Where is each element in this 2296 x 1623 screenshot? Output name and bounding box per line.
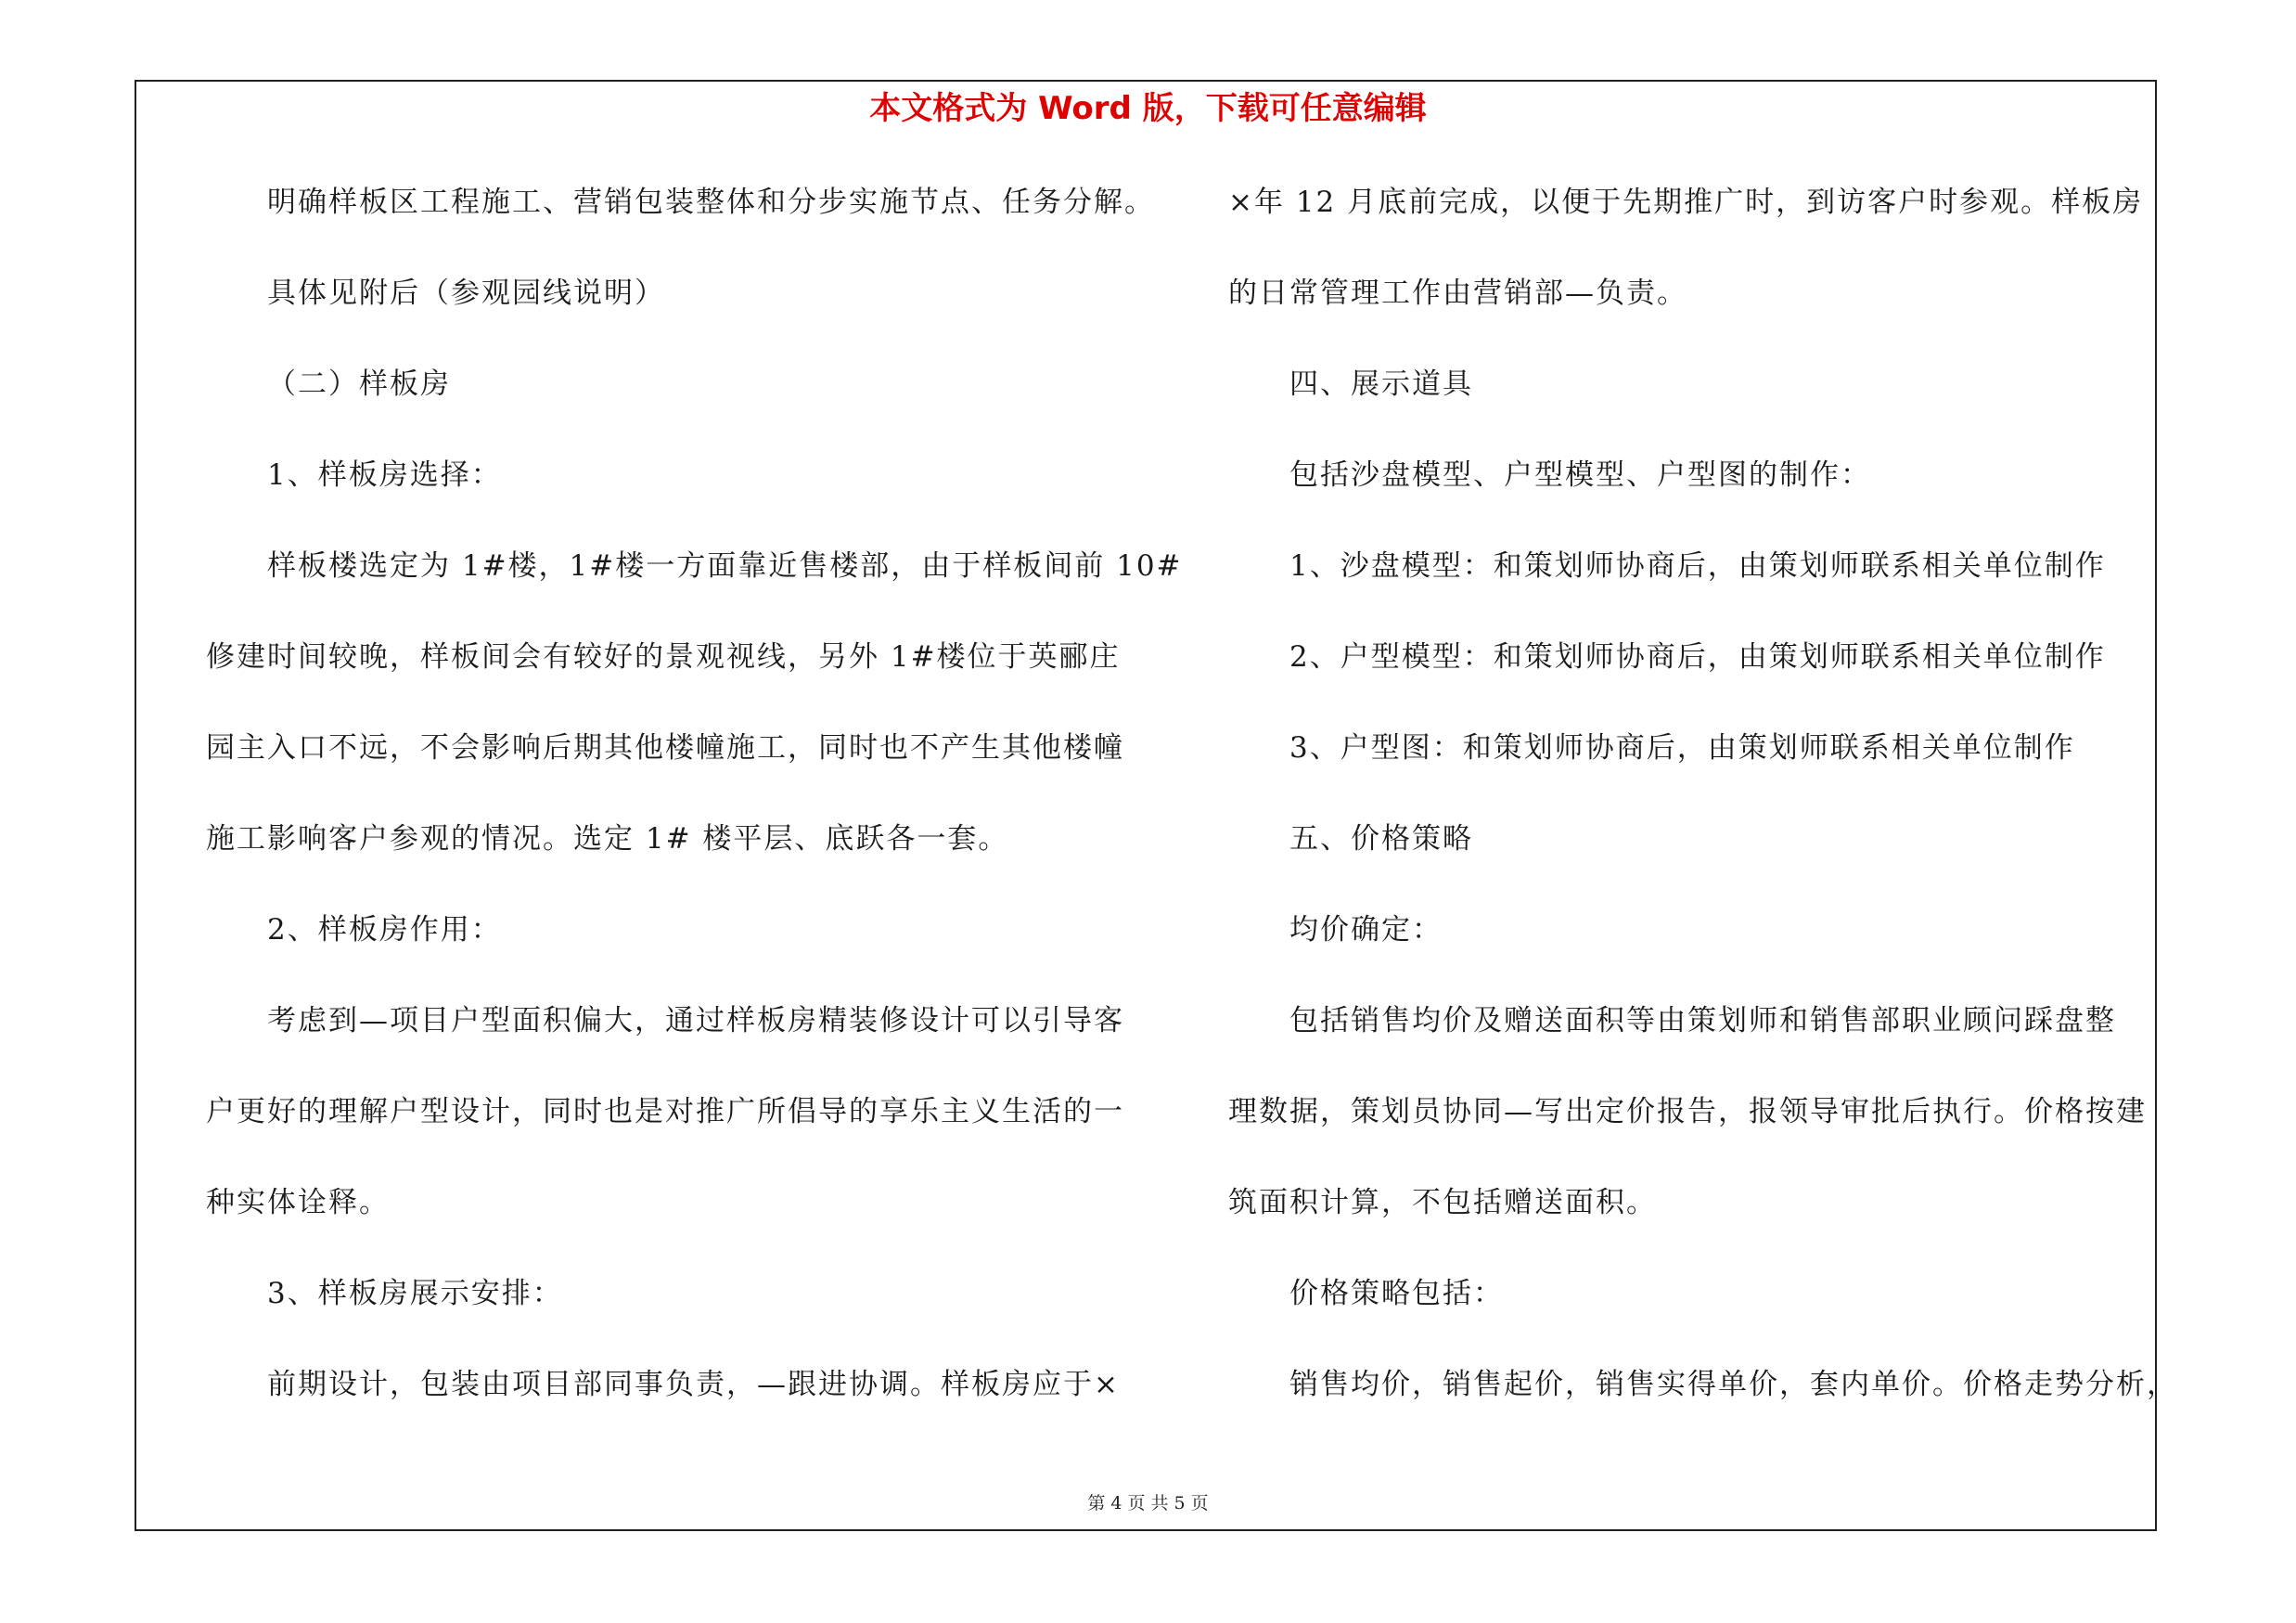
paragraph-line: 前期设计，包装由项目部同事负责，—跟进协调。样板房应于× xyxy=(267,1368,1120,1401)
paragraph-line: 包括沙盘模型、户型模型、户型图的制作： xyxy=(1289,458,1871,492)
subsection-heading: 价格策略包括： xyxy=(1289,1277,1504,1310)
subsection-heading: 1、样板房选择： xyxy=(267,458,502,492)
paragraph-line: 修建时间较晚，样板间会有较好的景观视线，另外 1#楼位于英郦庄 xyxy=(206,640,1121,674)
paragraph-line: 理数据，策划员协同—写出定价报告，报领导审批后执行。价格按建 xyxy=(1228,1095,2147,1128)
paragraph-line: 筑面积计算，不包括赠送面积。 xyxy=(1228,1186,1657,1219)
paragraph-line: 销售均价，销售起价，销售实得单价，套内单价。价格走势分析， xyxy=(1289,1368,2177,1401)
section-heading: 四、展示道具 xyxy=(1289,367,1473,401)
paragraph-line: 包括销售均价及赠送面积等由策划师和销售部职业顾问踩盘整 xyxy=(1289,1004,2116,1037)
list-item: 3、户型图：和策划师协商后，由策划师联系相关单位制作 xyxy=(1289,731,2075,765)
section-heading: （二）样板房 xyxy=(267,367,451,401)
paragraph-line: 施工影响客户参观的情况。选定 1# 楼平层、底跃各一套。 xyxy=(206,822,1009,856)
subsection-heading: 2、样板房作用： xyxy=(267,913,502,947)
list-item: 2、户型模型：和策划师协商后，由策划师联系相关单位制作 xyxy=(1289,640,2106,674)
list-item: 1、沙盘模型：和策划师协商后，由策划师联系相关单位制作 xyxy=(1289,549,2106,583)
paragraph-line: 种实体诠释。 xyxy=(206,1186,390,1219)
paragraph-line: 具体见附后（参观园线说明） xyxy=(267,277,665,310)
paragraph-line: 考虑到—项目户型面积偏大，通过样板房精装修设计可以引导客 xyxy=(267,1004,1124,1037)
subsection-heading: 3、样板房展示安排： xyxy=(267,1277,563,1310)
paragraph-line: 明确样板区工程施工、营销包装整体和分步实施节点、任务分解。 xyxy=(267,186,1155,219)
paragraph-line: 园主入口不远，不会影响后期其他楼幢施工，同时也不产生其他楼幢 xyxy=(206,731,1124,765)
page-number: 第 4 页 共 5 页 xyxy=(1087,1493,1209,1514)
document-header-notice: 本文格式为 Word 版，下载可任意编辑 xyxy=(869,90,1427,127)
paragraph-line: ×年 12 月底前完成，以便于先期推广时，到访客户时参观。样板房 xyxy=(1228,186,2144,219)
paragraph-line: 样板楼选定为 1#楼，1#楼一方面靠近售楼部，由于样板间前 10# xyxy=(267,549,1183,583)
section-heading: 五、价格策略 xyxy=(1289,822,1473,856)
paragraph-line: 户更好的理解户型设计，同时也是对推广所倡导的享乐主义生活的一 xyxy=(206,1095,1124,1128)
paragraph-line: 的日常管理工作由营销部—负责。 xyxy=(1228,277,1687,310)
subsection-heading: 均价确定： xyxy=(1289,913,1443,947)
